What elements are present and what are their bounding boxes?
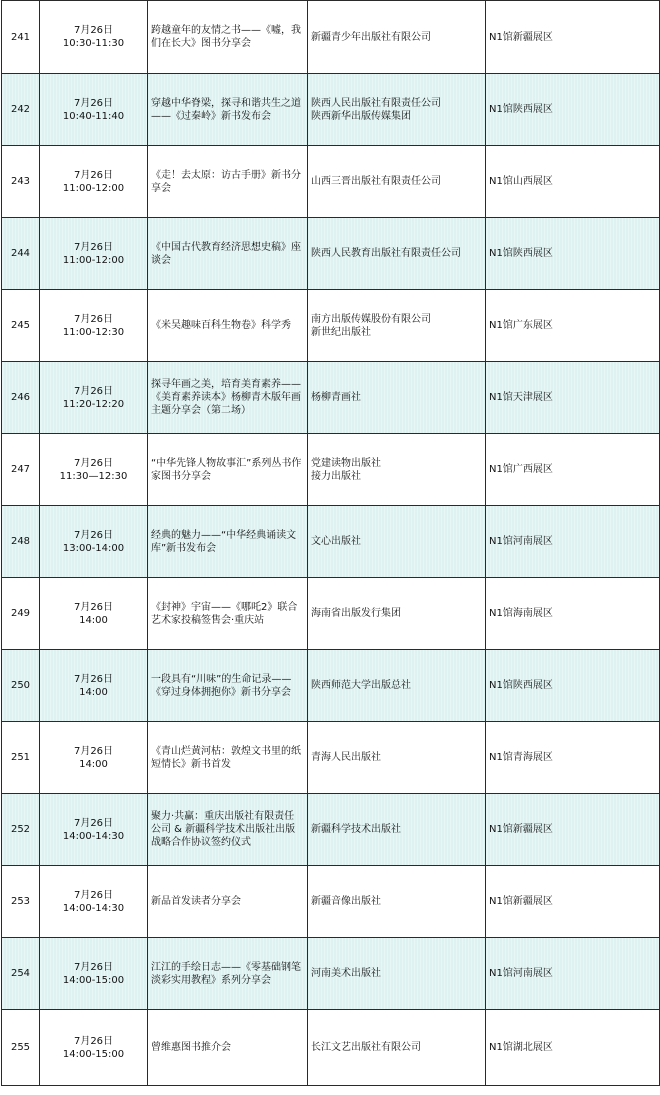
event-title: 穿越中华脊梁，探寻和谐共生之道——《过秦岭》新书发布会 <box>148 74 308 146</box>
event-date: 7月26日 <box>73 961 114 973</box>
table-row <box>2 74 660 146</box>
event-publisher <box>308 506 486 578</box>
event-time: 11:30—12:30 <box>59 470 128 482</box>
event-title: 新品首发读者分享会 <box>148 866 308 938</box>
event-venue: N1馆河南展区 <box>486 506 660 578</box>
event-publisher <box>308 794 486 866</box>
table-row <box>2 578 660 650</box>
event-venue: N1馆海南展区 <box>486 578 660 650</box>
event-number: 247 <box>2 434 40 506</box>
event-number: 246 <box>2 362 40 434</box>
event-number: 245 <box>2 290 40 362</box>
event-time: 14:00-14:30 <box>62 902 125 914</box>
table-row <box>2 650 660 722</box>
publisher-name: 文心出版社 <box>311 536 361 547</box>
event-title: 聚力·共赢：重庆出版社有限责任公司 & 新疆科学技术出版社出版战略合作协议签约仪式 <box>148 794 308 866</box>
event-publisher <box>308 146 486 218</box>
event-time: 11:20-12:20 <box>62 398 125 410</box>
event-venue: N1馆陕西展区 <box>486 218 660 290</box>
event-publisher <box>308 1 486 74</box>
event-time: 14:00-14:30 <box>62 830 125 842</box>
event-time: 11:00-12:00 <box>62 182 125 194</box>
table-row <box>2 506 660 578</box>
table-row <box>2 794 660 866</box>
event-title: 《封神》宇宙——《哪吒2》联合艺术家投稿签售会·重庆站 <box>148 578 308 650</box>
event-number: 254 <box>2 938 40 1010</box>
event-datetime <box>40 506 148 578</box>
event-date: 7月26日 <box>73 817 114 829</box>
event-title: 江江的手绘日志——《零基础钢笔淡彩实用教程》系列分享会 <box>148 938 308 1010</box>
event-number: 244 <box>2 218 40 290</box>
table-row <box>2 434 660 506</box>
event-datetime <box>40 650 148 722</box>
event-venue: N1馆新疆展区 <box>486 866 660 938</box>
event-publisher <box>308 650 486 722</box>
event-date: 7月26日 <box>73 25 114 36</box>
event-number: 250 <box>2 650 40 722</box>
publisher-name: 新疆音像出版社 <box>311 896 381 907</box>
event-title: 一段具有“川味”的生命记录——《穿过身体拥抱你》新书分享会 <box>148 650 308 722</box>
event-datetime <box>40 578 148 650</box>
event-title: 跨越童年的友情之书——《嘘，我们在长大》图书分享会 <box>148 1 308 74</box>
event-publisher <box>308 866 486 938</box>
publisher-name: 新世纪出版社 <box>311 326 371 338</box>
event-venue: N1馆广东展区 <box>486 290 660 362</box>
event-datetime <box>40 866 148 938</box>
event-date: 7月26日 <box>73 97 114 109</box>
table-row <box>2 146 660 218</box>
event-datetime <box>40 218 148 290</box>
publisher-name: 党建读物出版社 <box>311 457 381 469</box>
event-date: 7月26日 <box>73 313 114 325</box>
event-time: 11:00-12:00 <box>62 254 125 266</box>
publisher-name: 陕西人民教育出版社有限责任公司 <box>311 248 461 259</box>
event-time: 14:00 <box>79 686 108 698</box>
event-venue: N1馆青海展区 <box>486 722 660 794</box>
event-number: 251 <box>2 722 40 794</box>
event-number: 249 <box>2 578 40 650</box>
event-publisher <box>308 290 486 362</box>
table-row <box>2 1 660 74</box>
event-time: 10:40-11:40 <box>62 110 125 122</box>
event-title: “中华先锋人物故事汇”系列丛书作家图书分享会 <box>148 434 308 506</box>
event-venue: N1馆广西展区 <box>486 434 660 506</box>
schedule-body <box>2 1 660 1086</box>
event-datetime <box>40 1010 148 1086</box>
event-datetime <box>40 1 148 74</box>
event-date: 7月26日 <box>73 673 114 685</box>
event-number: 242 <box>2 74 40 146</box>
publisher-name: 新疆青少年出版社有限公司 <box>311 31 431 43</box>
event-datetime <box>40 938 148 1010</box>
event-publisher <box>308 434 486 506</box>
event-date: 7月26日 <box>73 385 114 397</box>
table-row <box>2 290 660 362</box>
table-row <box>2 866 660 938</box>
table-row <box>2 362 660 434</box>
event-time: 14:00-15:00 <box>62 974 125 986</box>
event-publisher <box>308 938 486 1010</box>
publisher-name: 长江文艺出版社有限公司 <box>311 1042 421 1053</box>
event-number: 255 <box>2 1010 40 1086</box>
publisher-name: 接力出版社 <box>311 470 361 482</box>
table-row <box>2 1010 660 1086</box>
publisher-name: 河南美术出版社 <box>311 968 381 979</box>
event-title: 《走！去太原：访古手册》新书分享会 <box>148 146 308 218</box>
event-date: 7月26日 <box>73 745 114 757</box>
event-datetime <box>40 290 148 362</box>
event-venue: N1馆天津展区 <box>486 362 660 434</box>
table-row <box>2 938 660 1010</box>
event-time: 13:00-14:00 <box>62 542 125 554</box>
publisher-name: 杨柳青画社 <box>311 392 361 403</box>
event-publisher <box>308 1010 486 1086</box>
event-number: 252 <box>2 794 40 866</box>
event-venue: N1馆新疆展区 <box>486 794 660 866</box>
event-venue: N1馆陕西展区 <box>486 650 660 722</box>
event-datetime <box>40 74 148 146</box>
event-venue: N1馆新疆展区 <box>486 1 660 74</box>
publisher-name: 青海人民出版社 <box>311 752 381 763</box>
event-date: 7月26日 <box>73 1035 114 1047</box>
event-datetime <box>40 722 148 794</box>
event-publisher <box>308 578 486 650</box>
event-title: 《米吴趣味百科生物卷》科学秀 <box>148 290 308 362</box>
event-title: 《中国古代教育经济思想史稿》座谈会 <box>148 218 308 290</box>
publisher-name: 山西三晋出版社有限责任公司 <box>311 176 441 187</box>
publisher-name: 新疆科学技术出版社 <box>311 824 401 835</box>
publisher-name: 陕西新华出版传媒集团 <box>311 110 411 122</box>
table-row <box>2 722 660 794</box>
event-time: 14:00-15:00 <box>62 1048 125 1060</box>
publisher-name: 海南省出版发行集团 <box>311 608 401 619</box>
event-venue: N1馆陕西展区 <box>486 74 660 146</box>
publisher-name: 南方出版传媒股份有限公司 <box>311 313 431 325</box>
event-publisher <box>308 74 486 146</box>
event-date: 7月26日 <box>73 529 114 541</box>
event-title: 曾维惠图书推介会 <box>148 1010 308 1086</box>
event-venue: N1馆河南展区 <box>486 938 660 1010</box>
event-date: 7月26日 <box>73 889 114 901</box>
event-datetime <box>40 362 148 434</box>
publisher-name: 陕西师范大学出版总社 <box>311 680 411 691</box>
event-number: 241 <box>2 1 40 74</box>
event-date: 7月26日 <box>73 169 114 181</box>
event-number: 243 <box>2 146 40 218</box>
event-number: 253 <box>2 866 40 938</box>
table-row <box>2 218 660 290</box>
event-title: 《青山烂黄河枯：敦煌文书里的纸短情长》新书首发 <box>148 722 308 794</box>
event-time: 14:00 <box>79 614 108 626</box>
event-schedule-table <box>1 0 660 1086</box>
event-time: 11:00-12:30 <box>62 326 125 338</box>
event-publisher <box>308 362 486 434</box>
event-datetime <box>40 146 148 218</box>
event-publisher <box>308 218 486 290</box>
publisher-name: 陕西人民出版社有限责任公司 <box>311 97 441 109</box>
event-time: 14:00 <box>79 758 108 770</box>
event-date: 7月26日 <box>73 601 114 613</box>
event-venue: N1馆湖北展区 <box>486 1010 660 1086</box>
event-publisher <box>308 722 486 794</box>
event-datetime <box>40 794 148 866</box>
event-title: 经典的魅力——“中华经典诵读文库”新书发布会 <box>148 506 308 578</box>
event-number: 248 <box>2 506 40 578</box>
event-title: 探寻年画之美，培育美育素养——《美育素养读本》杨柳青木版年画主题分享会（第二场） <box>148 362 308 434</box>
event-date: 7月26日 <box>73 241 114 253</box>
event-date: 7月26日 <box>73 457 114 469</box>
event-datetime <box>40 434 148 506</box>
event-time: 10:30-11:30 <box>62 38 125 49</box>
event-venue: N1馆山西展区 <box>486 146 660 218</box>
